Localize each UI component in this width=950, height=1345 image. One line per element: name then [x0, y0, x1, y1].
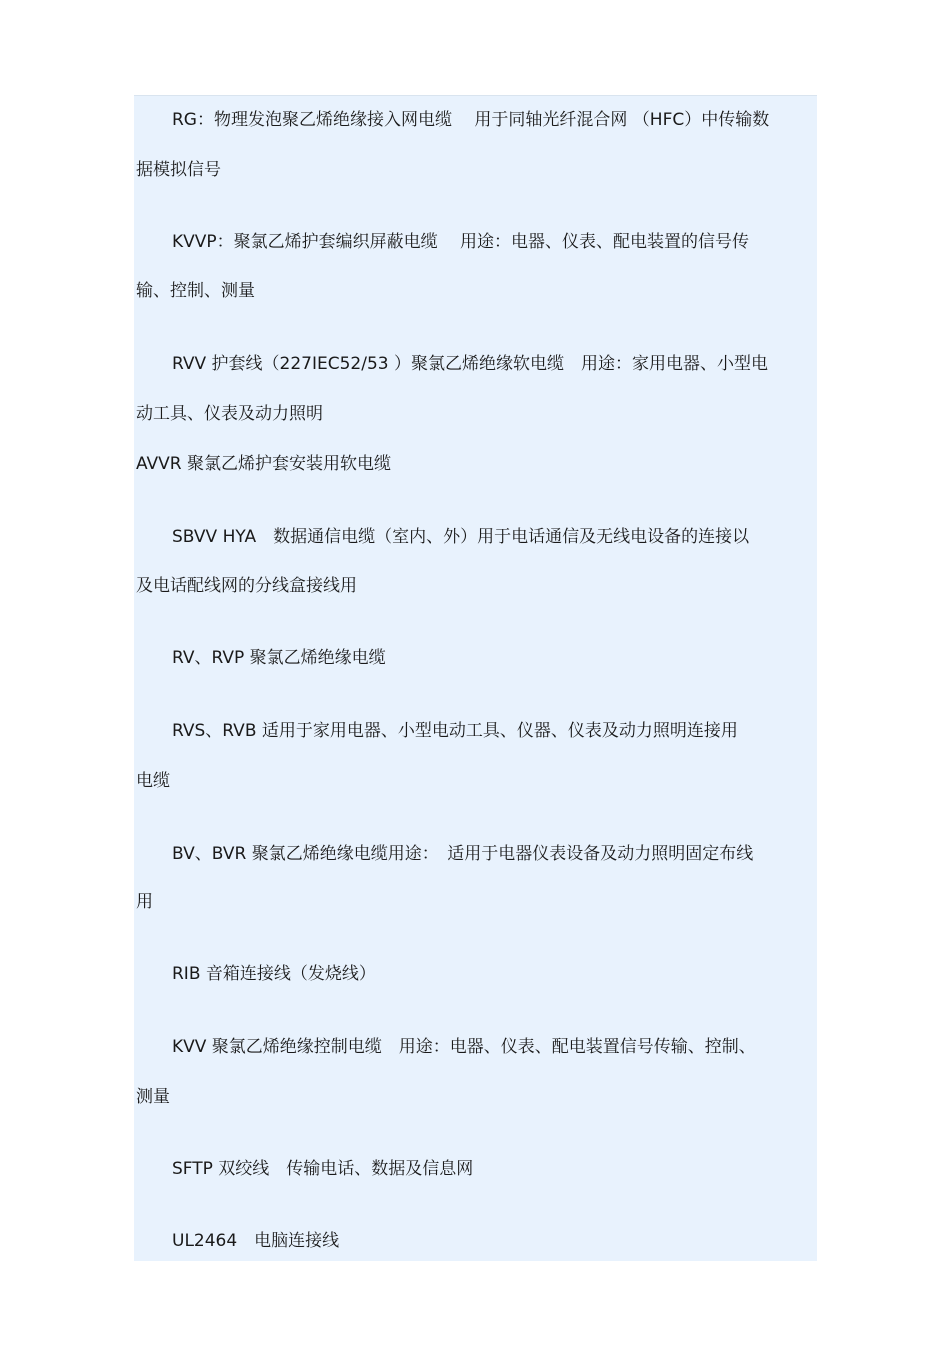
- entry-kvv-line-2: 测量: [136, 1087, 170, 1107]
- entry-kvv-line-1: KVV 聚氯乙烯绝缘控制电缆 用途：电器、仪表、配电装置信号传输、控制、: [172, 1037, 756, 1057]
- cable-type-list-panel: [134, 95, 817, 1261]
- entry-kvvp-line-1: KVVP：聚氯乙烯护套编织屏蔽电缆 用途：电器、仪表、配电装置的信号传: [172, 232, 750, 252]
- entry-sftp: SFTP 双绞线 传输电话、数据及信息网: [172, 1159, 474, 1179]
- entry-kvvp-line-2: 输、控制、测量: [136, 281, 255, 301]
- entry-ul2464: UL2464 电脑连接线: [172, 1231, 340, 1251]
- entry-sbvv-line-1: SBVV HYA 数据通信电缆（室内、外）用于电话通信及无线电设备的连接以: [172, 527, 750, 547]
- entry-bv-line-2: 用: [136, 892, 153, 912]
- entry-rvv-line-2: 动工具、仪表及动力照明: [136, 404, 323, 424]
- entry-rvv-line-1: RVV 护套线（227IEC52/53 ）聚氯乙烯绝缘软电缆 用途：家用电器、小型电: [172, 354, 769, 374]
- entry-rvs-line-1: RVS、RVB 适用于家用电器、小型电动工具、仪器、仪表及动力照明连接用: [172, 721, 738, 741]
- entry-rvs-line-2: 电缆: [136, 771, 170, 791]
- entry-rib: RIB 音箱连接线（发烧线）: [172, 964, 376, 984]
- entry-rg-line-1: RG：物理发泡聚乙烯绝缘接入网电缆 用于同轴光纤混合网 （HFC）中传输数: [172, 110, 770, 130]
- entry-avvr: AVVR 聚氯乙烯护套安装用软电缆: [136, 454, 392, 474]
- entry-bv-line-1: BV、BVR 聚氯乙烯绝缘电缆用途： 适用于电器仪表设备及动力照明固定布线: [172, 844, 754, 864]
- entry-rv-rvp: RV、RVP 聚氯乙烯绝缘电缆: [172, 648, 386, 668]
- entry-sbvv-line-2: 及电话配线网的分线盒接线用: [136, 576, 357, 596]
- entry-rg-line-2: 据模拟信号: [136, 160, 221, 180]
